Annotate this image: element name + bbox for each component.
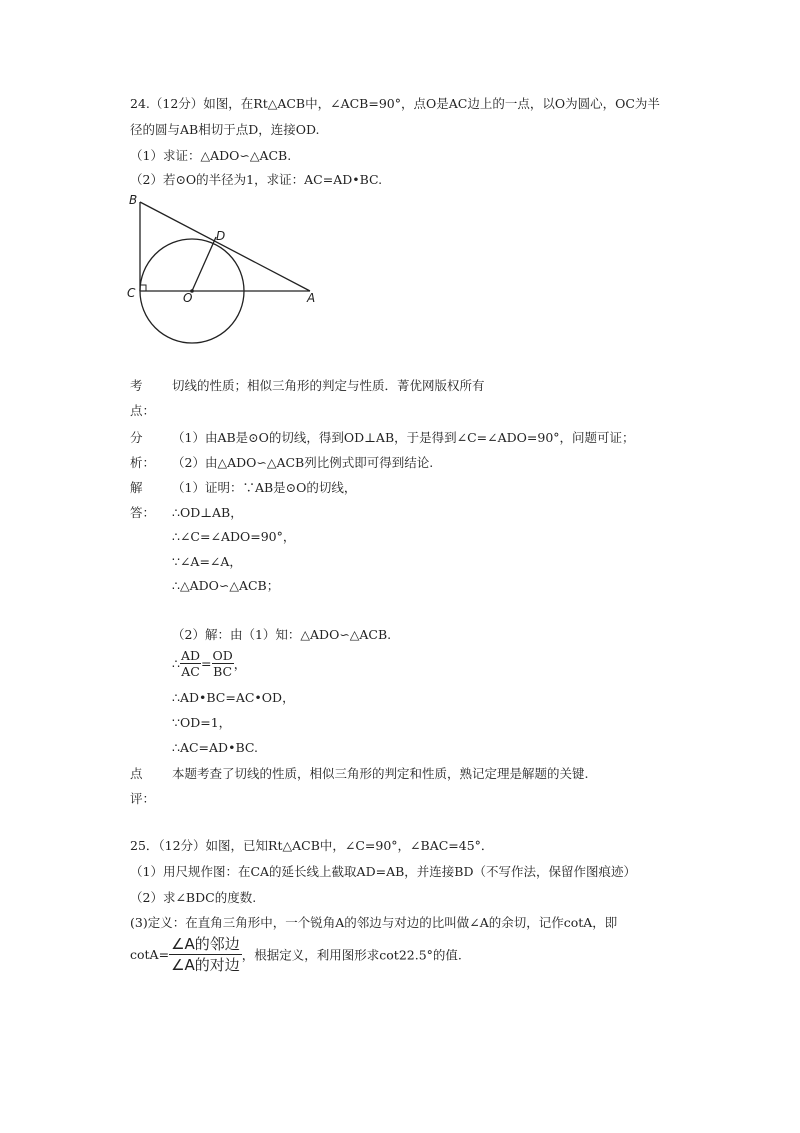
q24-part1: （1）求证：△ADO∽△ACB. (130, 148, 292, 163)
jieda-line8: ∴AD•BC=AC•OD， (172, 690, 295, 705)
kaodian-text: 切线的性质；相似三角形的判定与性质．菁优网版权所有 (172, 378, 485, 393)
q24-part2: （2）若⊙O的半径为1，求证：AC=AD•BC. (130, 172, 383, 187)
fenxi-label-bottom: 析： (130, 455, 156, 470)
therefore-symbol: ∴ (172, 656, 180, 671)
proportion-equation (172, 648, 246, 679)
q25-stem: 25．（12分）如图，已知Rt△ACB中，∠C=90°，∠BAC=45°． (130, 838, 494, 853)
jieda-line1: （1）证明：∵AB是⊙O的切线， (172, 480, 357, 495)
cot-denominator: ∠A的对边 (171, 956, 240, 974)
fraction-numerator: OD (212, 648, 233, 663)
fraction-denominator: BC (213, 664, 233, 679)
equals-sign: = (201, 656, 212, 671)
fraction-od-over-bc (212, 648, 234, 679)
fenxi-label-top: 分 (130, 430, 143, 445)
fraction-ad-over-ac (180, 648, 201, 679)
fenxi-line2: （2）由△ADO∽△ACB列比例式即可得到结论. (172, 455, 434, 470)
segment-od (192, 237, 216, 291)
q25-part2: （2）求∠BDC的度数. (130, 890, 257, 905)
fenxi-line1: （1）由AB是⊙O的切线，得到OD⊥AB，于是得到∠C=∠ADO=90°，问题可证； (172, 430, 635, 445)
jieda-line6: （2）解：由（1）知：△ADO∽△ACB. (172, 627, 392, 642)
label-b: B (129, 193, 138, 207)
jieda-line5: ∴△ADO∽△ACB； (172, 578, 280, 593)
jieda-line4: ∵∠A=∠A， (172, 554, 242, 569)
dianping-label-top: 点 (130, 766, 143, 781)
jieda-label-bottom: 答： (130, 505, 156, 520)
dianping-label-bottom: 评： (130, 791, 156, 806)
q24-stem-line2: 径的圆与AB相切于点D，连接OD. (130, 122, 320, 137)
cot-fraction (169, 934, 242, 975)
jieda-line10: ∴AC=AD•BC. (172, 740, 258, 755)
label-a: A (307, 291, 316, 305)
q25-part3: (3)定义：在直角三角形中，一个锐角A的邻边与对边的比叫做∠A的余切，记作cotA，即 (130, 915, 618, 930)
cot-tail: ，根据定义，利用图形求cot22.5°的值. (241, 947, 462, 963)
geometry-figure (120, 190, 330, 350)
kaodian-label-top: 考 (130, 378, 143, 393)
jieda-label-top: 解 (130, 480, 143, 495)
label-d: D (216, 229, 226, 243)
label-o: O (183, 291, 193, 305)
fraction-numerator: AD (180, 648, 201, 663)
label-c: C (127, 286, 136, 300)
jieda-line2: ∴OD⊥AB， (172, 505, 243, 520)
kaodian-label-bottom: 点： (130, 403, 156, 418)
jieda-line3: ∴∠C=∠ADO=90°， (172, 529, 296, 544)
dianping-text: 本题考查了切线的性质，相似三角形的判定和性质，熟记定理是解题的关键. (172, 766, 589, 781)
jieda-line9: ∵OD=1， (172, 715, 232, 730)
cot-prefix: cotA= (130, 947, 170, 962)
fraction-denominator: AC (181, 664, 200, 679)
q24-stem-line1: 24.（12分）如图，在Rt△ACB中，∠ACB=90°，点O是AC边上的一点，以O为圆心，OC为半 (130, 96, 660, 111)
fraction-tail: ， (233, 656, 247, 672)
q25-part1: （1）用尺规作图：在CA的延长线上截取AD=AB，并连接BD（不写作法，保留作图痕迹） (130, 864, 636, 879)
cot-numerator: ∠A的邻边 (171, 935, 240, 953)
cot-definition (130, 934, 462, 975)
